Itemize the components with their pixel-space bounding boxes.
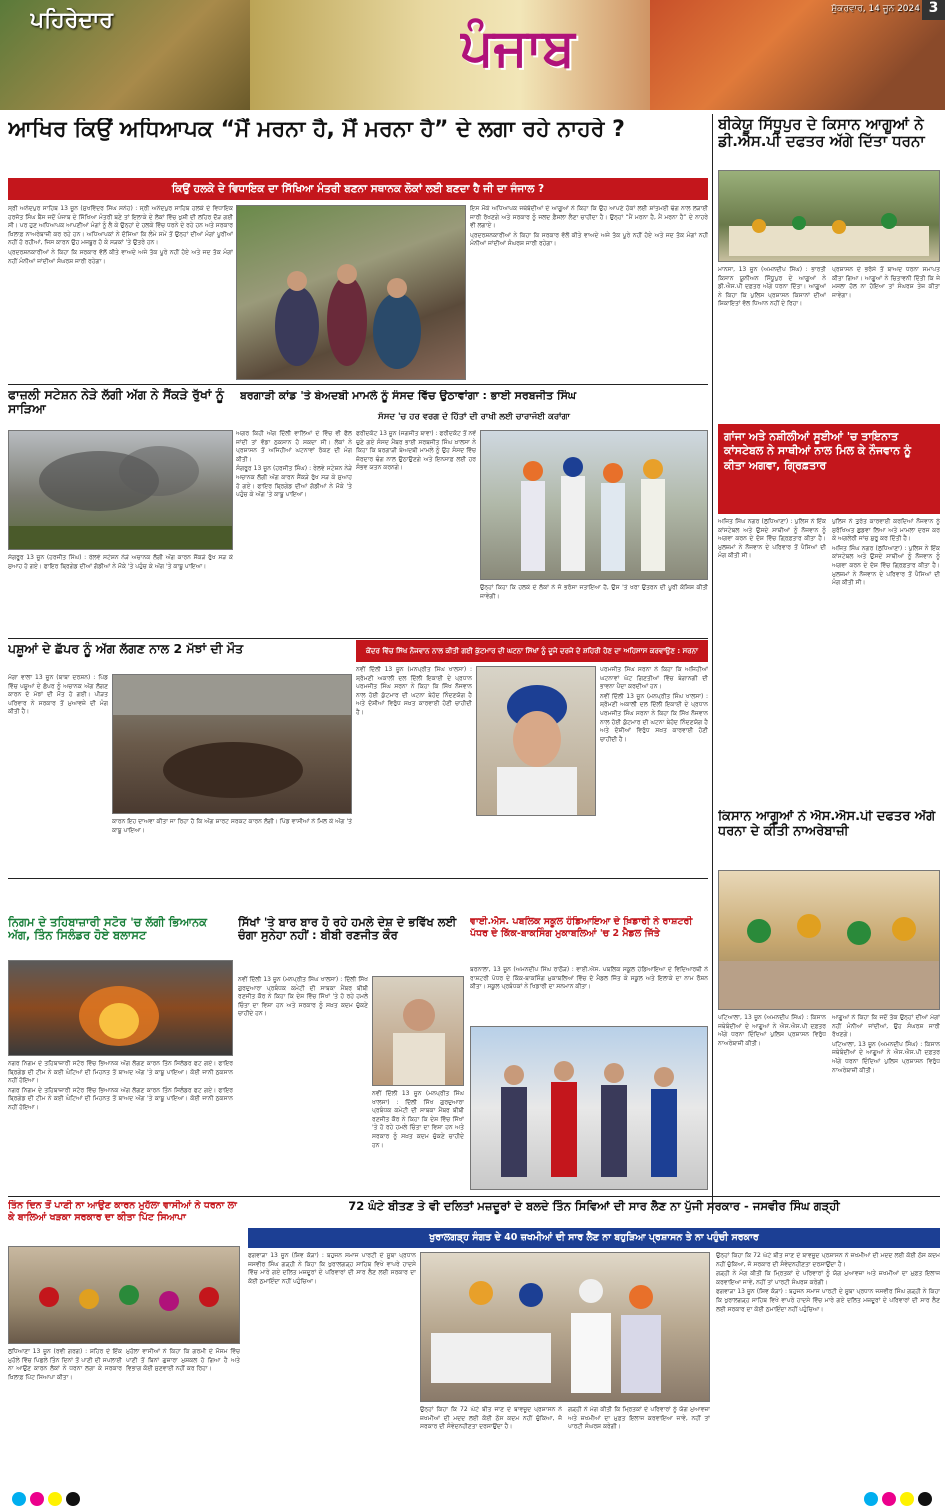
farmers-top-headline: ਬੀਕੇਯੂ ਸਿੱਧੂਪੁਰ ਦੇ ਕਿਸਾਨ ਆਗੂਆਂ ਨੇ ਡੀ.ਐਸ.ਪੀ ਦਫਤਰ ਅੱਗੇ ਦਿੱਤਾ ਧਰਨਾ [718, 116, 925, 150]
water-body-2: ਮੁਹੱਲਾ ਵਾਸੀਆਂ ਨੇ ਕਿਹਾ ਕਿ ਗਰਮੀ ਦੇ ਮੌਸਮ ਵਿੱਚ ਪਾਣੀ ਤੋਂ ਬਿਨਾਂ ਗੁਜ਼ਾਰਾ ਮੁਸ਼ਕਲ ਹੋ ਗਿਆ ਹੈ ਅਤੇ ਵਿਭਾਗ ਕੋਈ ਸੁਣਵਾਈ ਨਹੀਂ ਕਰ ਰਿਹਾ। [126, 1348, 240, 1373]
farmers-top-body-2: ਪ੍ਰਸ਼ਾਸਨ ਦੇ ਭਰੋਸੇ ਤੋਂ ਬਾਅਦ ਧਰਨਾ ਸਮਾਪਤ ਕੀਤਾ ਗਿਆ। ਆਗੂਆਂ ਨੇ ਚਿਤਾਵਨੀ ਦਿੱਤੀ ਕਿ ਜੇ ਮਸਲਾ ਹੱਲ ਨਾ ਹੋਇਆ ਤਾਂ ਸੰਘਰਸ਼ ਤੇਜ਼ ਕੀਤਾ ਜਾਵੇਗਾ। [832, 266, 940, 299]
water-photo [8, 1246, 240, 1344]
cattle-photo [112, 674, 352, 814]
dalit-headline: 72 ਘੰਟੇ ਬੀਤਣ ਤੇ ਵੀ ਦਲਿਤਾਂ ਮਜ਼ਦੂਰਾਂ ਦੇ ਬਲਦੇ ਤਿੰਨ ਸਿਵਿਆਂ ਦੀ ਸਾਰ ਲੈਣ ਨਾ ਪੁੱਜੀ ਸਰਕਾਰ - ਜਸਵੀਰ ਸਿੰਘ ਗੜ੍ਹੀ [348, 1200, 840, 1213]
ganja-headline: ਗਾਂਜਾ ਅਤੇ ਨਸ਼ੀਲੀਆਂ ਸੂਈਆਂ 'ਚ ਤਾਇਨਾਤ ਕਾਂਸਟੇਬਲ ਨੇ ਸਾਥੀਆਂ ਨਾਲ ਮਿਲ ਕੇ ਨੌਜਵਾਨ ਨੂੰ ਕੀਤਾ ਅਗਵਾ, ਗ੍ਰਿਫ਼ਤਾਰ [718, 424, 940, 514]
registration-mark-magenta-right [882, 1492, 896, 1506]
nigam-photo [8, 960, 233, 1056]
registration-mark-magenta [30, 1492, 44, 1506]
ssp-body: ਪਟਿਆਲਾ, 13 ਜੂਨ (ਅਮਨਦੀਪ ਸਿੰਘ) : ਕਿਸਾਨ ਜਥੇਬੰਦੀਆਂ ਦੇ ਆਗੂਆਂ ਨੇ ਐਸ.ਐਸ.ਪੀ ਦਫ਼ਤਰ ਅੱਗੇ ਧਰਨਾ ਦਿੰਦਿਆਂ ਪੁਲਿਸ ਪ੍ਰਸ਼ਾਸਨ ਵਿਰੁੱਧ ਨਾਅਰੇਬਾਜ਼ੀ ਕੀਤੀ। [718, 1014, 826, 1047]
kokker-photo [476, 666, 596, 816]
school-photo [470, 1026, 708, 1190]
fazilka-photo [8, 430, 233, 550]
section-title: ਪਹਿਰੇਦਾਰ [30, 8, 113, 33]
bargari-subhead: ਸੰਸਦ 'ਚ ਹਰ ਵਰਗ ਦੇ ਹਿੱਤਾਂ ਦੀ ਰਾਖੀ ਲਈ ਚਾਰਾਜੋਈ ਕਰਾਂਗਾ [378, 412, 570, 422]
sikh-body-2: ਨਵੀਂ ਦਿੱਲੀ 13 ਜੂਨ (ਮਨਪ੍ਰੀਤ ਸਿੰਘ ਖਾਲਸਾ) : ਦਿੱਲੀ ਸਿੱਖ ਗੁਰਦੁਆਰਾ ਪ੍ਰਬੰਧਕ ਕਮੇਟੀ ਦੀ ਸਾਬਕਾ ਮੈਂਬਰ ਬੀਬੀ ਰਣਜੀਤ ਕੌਰ ਨੇ ਕਿਹਾ ਕਿ ਦੇਸ਼ ਵਿੱਚ ਸਿੱਖਾਂ 'ਤੇ ਹੋ ਰਹੇ ਹਮਲੇ ਚਿੰਤਾ ਦਾ ਵਿਸ਼ਾ ਹਨ ਅਤੇ ਸਰਕਾਰ ਨੂੰ ਸਖ਼ਤ ਕਦਮ ਚੁੱਕਣੇ ਚਾਹੀਦੇ ਹਨ। [372, 1090, 464, 1149]
registration-mark-black-right [918, 1492, 932, 1506]
kokker-body-2: ਪਰਮਜੀਤ ਸਿੰਘ ਸਰਨਾ ਨੇ ਕਿਹਾ ਕਿ ਅਜਿਹੀਆਂ ਘਟਨਾਵਾਂ ਘੱਟ ਗਿਣਤੀਆਂ ਵਿੱਚ ਬੇਗਾਨਗੀ ਦੀ ਭਾਵਨਾ ਪੈਦਾ ਕਰਦੀਆਂ ਹਨ। ਨਵੀਂ ਦਿੱਲੀ 13 ਜੂਨ (ਮਨਪ੍ਰੀਤ ਸਿੰਘ ਖਾਲਸਾ) : ਸ਼੍ਰੋਮਣੀ ਅਕਾਲੀ ਦਲ ਦਿੱਲੀ ਇਕਾਈ ਦੇ ਪ੍ਰਧਾਨ ਪਰਮਜੀਤ ਸਿੰਘ ਸਰਨਾ ਨੇ ਕਿਹਾ ਕਿ ਸਿੱਖ ਨੌਜਵਾਨ ਨਾਲ ਹੋਈ ਕੁੱਟਮਾਰ ਦੀ ਘਟਨਾ ਬੇਹੱਦ ਨਿੰਦਣਯੋਗ ਹੈ ਅਤੇ ਦੋਸ਼ੀਆਂ ਵਿਰੁੱਧ ਸਖ਼ਤ ਕਾਰਵਾਈ ਹੋਣੀ ਚਾਹੀਦੀ ਹੈ। [600, 666, 708, 743]
sikh-photo [372, 976, 464, 1086]
nigam-headline: ਨਿਗਮ ਦੇ ਤਹਿਬਾਜ਼ਾਰੀ ਸਟੋਰ 'ਚ ਲੱਗੀ ਭਿਆਨਕ ਅੱਗ, ਤਿੰਨ ਸਿਲੰਡਰ ਹੋਏ ਬਲਾਸਟ [8, 916, 208, 942]
kokker-headline: ਕੇਂਦਰ ਵਿੱਚ ਸਿੱਖ ਨੌਜਵਾਨ ਨਾਲ ਕੀਤੀ ਗਈ ਕੁੱਟਮਾਰ ਦੀ ਘਟਨਾ ਸਿੱਖਾਂ ਨੂੰ ਦੂਜੇ ਦਰਜੇ ਦੇ ਸ਼ਹਿਰੀ ਹੋਣ ਦਾ ਅਹਿਸਾਸ ਕਰਵਾਉਣ : ਸਰਨਾ [356, 640, 708, 662]
registration-mark-cyan [12, 1492, 26, 1506]
water-body: ਲੁਧਿਆਣਾ 13 ਜੂਨ (ਰਵੀ ਗਰਗ) : ਸ਼ਹਿਰ ਦੇ ਇੱਕ ਮੁਹੱਲੇ ਵਿੱਚ ਪਿਛਲੇ ਤਿੰਨ ਦਿਨਾਂ ਤੋਂ ਪਾਣੀ ਦੀ ਸਪਲਾਈ ਨਾ ਆਉਣ ਕਾਰਨ ਲੋਕਾਂ ਨੇ ਧਰਨਾ ਲਗਾ ਕੇ ਸਰਕਾਰ ਖ਼ਿਲਾਫ਼ ਪਿੱਟ ਸਿਆਪਾ ਕੀਤਾ। [8, 1348, 122, 1381]
ssp-headline: ਕਿਸਾਨ ਆਗੂਆਂ ਨੇ ਐਸ.ਐਸ.ਪੀ ਦਫਤਰ ਅੱਗੇ ਧਰਨਾ ਦੇ ਕੀਤੀ ਨਾਅਰੇਬਾਜ਼ੀ [718, 810, 936, 839]
page-title: ਪੰਜਾਬ [460, 18, 575, 78]
bargari-photo [480, 430, 708, 580]
ssp-body-2: ਆਗੂਆਂ ਨੇ ਕਿਹਾ ਕਿ ਜਦੋਂ ਤੱਕ ਉਨ੍ਹਾਂ ਦੀਆਂ ਮੰਗਾਂ ਨਹੀਂ ਮੰਨੀਆਂ ਜਾਂਦੀਆਂ, ਉਹ ਸੰਘਰਸ਼ ਜਾਰੀ ਰੱਖਣਗੇ। ਪਟਿਆਲਾ, 13 ਜੂਨ (ਅਮਨਦੀਪ ਸਿੰਘ) : ਕਿਸਾਨ ਜਥੇਬੰਦੀਆਂ ਦੇ ਆਗੂਆਂ ਨੇ ਐਸ.ਐਸ.ਪੀ ਦਫ਼ਤਰ ਅੱਗੇ ਧਰਨਾ ਦਿੰਦਿਆਂ ਪੁਲਿਸ ਪ੍ਰਸ਼ਾਸਨ ਵਿਰੁੱਧ ਨਾਅਰੇਬਾਜ਼ੀ ਕੀਤੀ। [832, 1014, 940, 1074]
sikh-headline: ਸਿੱਖਾਂ 'ਤੇ ਬਾਰ ਬਾਰ ਹੋ ਰਹੇ ਹਮਲੇ ਦੇਸ਼ ਦੇ ਭਵਿੱਖ ਲਈ ਚੰਗਾ ਸੁਨੇਹਾ ਨਹੀਂ : ਬੀਬੀ ਰਣਜੀਤ ਕੌਰ [238, 916, 457, 942]
nigam-body: ਨਗਰ ਨਿਗਮ ਦੇ ਤਹਿਬਾਜ਼ਾਰੀ ਸਟੋਰ ਵਿੱਚ ਭਿਆਨਕ ਅੱਗ ਲੱਗਣ ਕਾਰਨ ਤਿੰਨ ਸਿਲੰਡਰ ਫਟ ਗਏ। ਫਾਇਰ ਬ੍ਰਿਗੇਡ ਦੀ ਟੀਮ ਨੇ ਕਈ ਘੰਟਿਆਂ ਦੀ ਮਿਹਨਤ ਤੋਂ ਬਾਅਦ ਅੱਗ 'ਤੇ ਕਾਬੂ ਪਾਇਆ। ਕੋਈ ਜਾਨੀ ਨੁਕਸਾਨ ਨਹੀਂ ਹੋਇਆ। ਨਗਰ ਨਿਗਮ ਦੇ ਤਹਿਬਾਜ਼ਾਰੀ ਸਟੋਰ ਵਿੱਚ ਭਿਆਨਕ ਅੱਗ ਲੱਗਣ ਕਾਰਨ ਤਿੰਨ ਸਿਲੰਡਰ ਫਟ ਗਏ। ਫਾਇਰ ਬ੍ਰਿਗੇਡ ਦੀ ਟੀਮ ਨੇ ਕਈ ਘੰਟਿਆਂ ਦੀ ਮਿਹਨਤ ਤੋਂ ਬਾਅਦ ਅੱਗ 'ਤੇ ਕਾਬੂ ਪਾਇਆ। ਕੋਈ ਜਾਨੀ ਨੁਕਸਾਨ ਨਹੀਂ ਹੋਇਆ। [8, 1060, 233, 1111]
registration-mark-yellow [48, 1492, 62, 1506]
registration-mark-black [66, 1492, 80, 1506]
registration-mark-yellow-right [900, 1492, 914, 1506]
mp-walking-image [481, 431, 708, 580]
dalit-body-2: ਉਨ੍ਹਾਂ ਕਿਹਾ ਕਿ 72 ਘੰਟੇ ਬੀਤ ਜਾਣ ਦੇ ਬਾਵਜੂਦ ਪ੍ਰਸ਼ਾਸਨ ਨੇ ਜ਼ਖਮੀਆਂ ਦੀ ਮਦਦ ਲਈ ਕੋਈ ਠੋਸ ਕਦਮ ਨਹੀਂ ਚੁੱਕਿਆ, ਜੋ ਸਰਕਾਰ ਦੀ ਸੰਵੇਦਨਹੀਣਤਾ ਦਰਸਾਉਂਦਾ ਹੈ। [420, 1406, 562, 1431]
date-line: ਸ਼ੁੱਕਰਵਾਰ, 14 ਜੂਨ 2024 [831, 4, 920, 14]
dalit-body: ਫਗਵਾੜਾ 13 ਜੂਨ (ਸ਼ਿਵ ਕੋੜਾ) : ਬਹੁਜਨ ਸਮਾਜ ਪਾਰਟੀ ਦੇ ਸੂਬਾ ਪ੍ਰਧਾਨ ਜਸਵੀਰ ਸਿੰਘ ਗੜ੍ਹੀ ਨੇ ਕਿਹਾ ਕਿ ਖੁਰਾਲਗੜ੍ਹ ਸਾਹਿਬ ਵਿਖੇ ਵਾਪਰੇ ਹਾਦਸੇ ਵਿੱਚ ਮਾਰੇ ਗਏ ਦਲਿਤ ਮਜ਼ਦੂਰਾਂ ਦੇ ਪਰਿਵਾਰਾਂ ਦੀ ਸਾਰ ਲੈਣ ਲਈ ਸਰਕਾਰ ਦਾ ਕੋਈ ਨੁਮਾਇੰਦਾ ਨਹੀਂ ਪਹੁੰਚਿਆ। [248, 1252, 416, 1285]
sikh-body: ਨਵੀਂ ਦਿੱਲੀ 13 ਜੂਨ (ਮਨਪ੍ਰੀਤ ਸਿੰਘ ਖਾਲਸਾ) : ਦਿੱਲੀ ਸਿੱਖ ਗੁਰਦੁਆਰਾ ਪ੍ਰਬੰਧਕ ਕਮੇਟੀ ਦੀ ਸਾਬਕਾ ਮੈਂਬਰ ਬੀਬੀ ਰਣਜੀਤ ਕੌਰ ਨੇ ਕਿਹਾ ਕਿ ਦੇਸ਼ ਵਿੱਚ ਸਿੱਖਾਂ 'ਤੇ ਹੋ ਰਹੇ ਹਮਲੇ ਚਿੰਤਾ ਦਾ ਵਿਸ਼ਾ ਹਨ ਅਤੇ ਸਰਕਾਰ ਨੂੰ ਸਖ਼ਤ ਕਦਮ ਚੁੱਕਣੇ ਚਾਹੀਦੇ ਹਨ। [238, 976, 368, 1018]
medal-winner-image [471, 1027, 708, 1190]
farmers-sitting-image [719, 171, 940, 262]
dalit-body-3: ਗੜ੍ਹੀ ਨੇ ਮੰਗ ਕੀਤੀ ਕਿ ਮ੍ਰਿਤਕਾਂ ਦੇ ਪਰਿਵਾਰਾਂ ਨੂੰ ਯੋਗ ਮੁਆਵਜ਼ਾ ਅਤੇ ਜ਼ਖਮੀਆਂ ਦਾ ਮੁਫ਼ਤ ਇਲਾਜ ਕਰਵਾਇਆ ਜਾਵੇ, ਨਹੀਂ ਤਾਂ ਪਾਰਟੀ ਸੰਘਰਸ਼ ਕਰੇਗੀ। [568, 1406, 710, 1431]
fazilka-body: ਸੰਗਰੂਰ 13 ਜੂਨ (ਹਰਜੀਤ ਸਿੰਘ) : ਰੇਲਵੇ ਸਟੇਸ਼ਨ ਨੇੜੇ ਅਚਾਨਕ ਲੱਗੀ ਅੱਗ ਕਾਰਨ ਸੈਂਕੜੇ ਰੁੱਖ ਸੜ ਕੇ ਸੁਆਹ ਹੋ ਗਏ। ਫਾਇਰ ਬ੍ਰਿਗੇਡ ਦੀਆਂ ਗੱਡੀਆਂ ਨੇ ਮੌਕੇ 'ਤੇ ਪਹੁੰਚ ਕੇ ਅੱਗ 'ਤੇ ਕਾਬੂ ਪਾਇਆ। [8, 554, 233, 570]
protest-crowd-image [237, 206, 466, 380]
masthead [0, 0, 945, 110]
ranjit-kaur-image [373, 977, 464, 1086]
dalit-photo [420, 1252, 710, 1402]
lead-body-right: ਇਸ ਮੌਕੇ ਅਧਿਆਪਕ ਜਥੇਬੰਦੀਆਂ ਦੇ ਆਗੂਆਂ ਨੇ ਕਿਹਾ ਕਿ ਉਹ ਆਪਣੇ ਹੱਕਾਂ ਲਈ ਸ਼ਾਂਤਮਈ ਢੰਗ ਨਾਲ ਲੜਾਈ ਜਾਰੀ ਰੱਖਣਗੇ ਅਤੇ ਸਰਕਾਰ ਨੂੰ ਜਲਦ ਫ਼ੈਸਲਾ ਲੈਣਾ ਚਾਹੀਦਾ ਹੈ। ਉਨ੍ਹਾਂ “ਮੈਂ ਮਰਨਾ ਹੈ, ਮੈਂ ਮਰਨਾ ਹੈ” ਦੇ ਨਾਹਰੇ ਵੀ ਲਗਾਏ। ਪ੍ਰਦਰਸ਼ਨਕਾਰੀਆਂ ਨੇ ਕਿਹਾ ਕਿ ਸਰਕਾਰ ਵੱਲੋਂ ਕੀਤੇ ਵਾਅਦੇ ਅਜੇ ਤੱਕ ਪੂਰੇ ਨਹੀਂ ਹੋਏ ਅਤੇ ਜਦ ਤੱਕ ਮੰਗਾਂ ਨਹੀਂ ਮੰਨੀਆਂ ਜਾਂਦੀਆਂ ਸੰਘਰਸ਼ ਜਾਰੀ ਰਹੇਗਾ। [470, 205, 708, 248]
ssp-photo [718, 870, 940, 1010]
hospital-visit-image [421, 1253, 710, 1402]
ganja-body: ਅਜਿਤ ਸਿੰਘ ਨਗਰ (ਲੁਧਿਆਣਾ) : ਪੁਲਿਸ ਨੇ ਇੱਕ ਕਾਂਸਟੇਬਲ ਅਤੇ ਉਸਦੇ ਸਾਥੀਆਂ ਨੂੰ ਨੌਜਵਾਨ ਨੂੰ ਅਗਵਾ ਕਰਨ ਦੇ ਦੋਸ਼ ਵਿੱਚ ਗ੍ਰਿਫ਼ਤਾਰ ਕੀਤਾ ਹੈ। ਮੁਲਜ਼ਮਾਂ ਨੇ ਨੌਜਵਾਨ ਦੇ ਪਰਿਵਾਰ ਤੋਂ ਪੈਸਿਆਂ ਦੀ ਮੰਗ ਕੀਤੀ ਸੀ। [718, 518, 826, 560]
cattle-body: ਮੋਗਾ ਵਾਲਾ 13 ਜੂਨ (ਬਾਬਾ ਦਰਸ਼ਨ) : ਪਿੰਡ ਵਿੱਚ ਪਸ਼ੂਆਂ ਦੇ ਛੱਪਰ ਨੂੰ ਅਚਾਨਕ ਅੱਗ ਲੱਗਣ ਕਾਰਨ ਦੋ ਮੱਝਾਂ ਦੀ ਮੌਤ ਹੋ ਗਈ। ਪੀੜਤ ਪਰਿਵਾਰ ਨੇ ਸਰਕਾਰ ਤੋਂ ਮੁਆਵਜ਼ੇ ਦੀ ਮੰਗ ਕੀਤੀ ਹੈ। [8, 674, 108, 716]
kokker-body: ਨਵੀਂ ਦਿੱਲੀ 13 ਜੂਨ (ਮਨਪ੍ਰੀਤ ਸਿੰਘ ਖਾਲਸਾ) : ਸ਼੍ਰੋਮਣੀ ਅਕਾਲੀ ਦਲ ਦਿੱਲੀ ਇਕਾਈ ਦੇ ਪ੍ਰਧਾਨ ਪਰਮਜੀਤ ਸਿੰਘ ਸਰਨਾ ਨੇ ਕਿਹਾ ਕਿ ਸਿੱਖ ਨੌਜਵਾਨ ਨਾਲ ਹੋਈ ਕੁੱਟਮਾਰ ਦੀ ਘਟਨਾ ਬੇਹੱਦ ਨਿੰਦਣਯੋਗ ਹੈ ਅਤੇ ਦੋਸ਼ੀਆਂ ਵਿਰੁੱਧ ਸਖ਼ਤ ਕਾਰਵਾਈ ਹੋਣੀ ਚਾਹੀਦੀ ਹੈ। [356, 666, 472, 716]
lead-headline: ਆਖਿਰ ਕਿਉਂ ਅਧਿਆਪਕ “ਮੈਂ ਮਰਨਾ ਹੈ, ਮੈਂ ਮਰਨਾ ਹੈ” ਦੇ ਲਗਾ ਰਹੇ ਨਾਹਰੇ ? [8, 118, 625, 142]
store-fire-image [9, 961, 233, 1056]
smoke-fire-image [9, 431, 233, 550]
school-body: ਬਰਨਾਲਾ, 13 ਜੂਨ (ਅਮਨਦੀਪ ਸਿੰਘ ਰਾਠੌੜ) : ਵਾਈ.ਐਸ. ਪਬਲਿਕ ਸਕੂਲ ਹੰਡਿਆਇਆ ਦੇ ਵਿਦਿਆਰਥੀ ਨੇ ਰਾਸ਼ਟਰੀ ਪੱਧਰ ਦੇ ਕਿੱਕ-ਬਾਕਸਿੰਗ ਮੁਕਾਬਲਿਆਂ ਵਿੱਚ ਦੋ ਮੈਡਲ ਜਿੱਤ ਕੇ ਸਕੂਲ ਅਤੇ ਇਲਾਕੇ ਦਾ ਨਾਮ ਰੌਸ਼ਨ ਕੀਤਾ। ਸਕੂਲ ਪ੍ਰਬੰਧਕਾਂ ਨੇ ਖਿਡਾਰੀ ਦਾ ਸਨਮਾਨ ਕੀਤਾ। [470, 966, 708, 991]
bargari-body: ਫਰੀਦਕੋਟ 13 ਜੂਨ (ਜਗਜੀਤ ਬਾਵਾ) : ਫਰੀਦਕੋਟ ਤੋਂ ਨਵੇਂ ਚੁਣੇ ਗਏ ਸੰਸਦ ਮੈਂਬਰ ਭਾਈ ਸਰਬਜੀਤ ਸਿੰਘ ਖ਼ਾਲਸਾ ਨੇ ਕਿਹਾ ਕਿ ਬਰਗਾੜੀ ਬੇਅਦਬੀ ਮਾਮਲੇ ਨੂੰ ਉਹ ਸੰਸਦ ਵਿੱਚ ਜ਼ੋਰਦਾਰ ਢੰਗ ਨਾਲ ਉਠਾਉਣਗੇ ਅਤੇ ਇਨਸਾਫ਼ ਲਈ ਹਰ ਸੰਭਵ ਯਤਨ ਕਰਨਗੇ। [356, 430, 476, 472]
school-headline: ਵਾਈ.ਐਸ. ਪਬਲਿਕ ਸਕੂਲ ਹੰਡਿਆਇਆ ਦੇ ਖ਼ਿਡਾਰੀ ਨੇ ਰਾਸ਼ਟਰੀ ਪੱਧਰ ਦੇ ਕਿੱਕ-ਬਾਕਸਿੰਗ ਮੁਕਾਬਲਿਆਂ 'ਚ 2 ਮੈਡਲ ਜਿੱਤੇ [470, 916, 693, 939]
cattle-body-2: ਕਾਰਨ ਇਹ ਦਾਅਵਾ ਕੀਤਾ ਜਾ ਰਿਹਾ ਹੈ ਕਿ ਅੱਗ ਸ਼ਾਰਟ ਸਰਕਟ ਕਾਰਨ ਲੱਗੀ। ਪਿੰਡ ਵਾਸੀਆਂ ਨੇ ਮਿਲ ਕੇ ਅੱਗ 'ਤੇ ਕਾਬੂ ਪਾਇਆ। [112, 818, 352, 834]
fazilka-headline: ਫਾਜ਼ਲੀ ਸਟੇਸ਼ਨ ਨੇੜੇ ਲੱਗੀ ਅੱਗ ਨੇ ਸੈਂਕੜੇ ਰੁੱਖਾਂ ਨੂੰ ਸਾੜਿਆ [8, 388, 224, 416]
dalit-subhead: ਖੁਰਾਲਗੜ੍ਹ ਸੰਗਤ ਦੇ 40 ਜ਼ਖਮੀਆਂ ਦੀ ਸਾਰ ਲੈਣ ਨਾ ਬਹੁੜਿਆ ਪ੍ਰਸ਼ਾਸਨ ਤੇ ਨਾ ਪਹੁੰਚੀ ਸਰਕਾਰ [248, 1228, 940, 1248]
ssp-protest-image [719, 871, 940, 1010]
farmers-top-body: ਮਾਨਸਾ, 13 ਜੂਨ (ਅਮਨਦੀਪ ਸਿੰਘ) : ਭਾਰਤੀ ਕਿਸਾਨ ਯੂਨੀਅਨ ਸਿੱਧੂਪੁਰ ਦੇ ਆਗੂਆਂ ਨੇ ਡੀ.ਐਸ.ਪੀ ਦਫ਼ਤਰ ਅੱਗੇ ਧਰਨਾ ਦਿੱਤਾ। ਆਗੂਆਂ ਨੇ ਕਿਹਾ ਕਿ ਪੁਲਿਸ ਪ੍ਰਸ਼ਾਸਨ ਕਿਸਾਨਾਂ ਦੀਆਂ ਸ਼ਿਕਾਇਤਾਂ ਵੱਲ ਧਿਆਨ ਨਹੀਂ ਦੇ ਰਿਹਾ। [718, 266, 826, 308]
registration-mark-cyan-right [864, 1492, 878, 1506]
lead-body-left: ਸ੍ਰੀ ਅਨੰਦਪੁਰ ਸਾਹਿਬ 13 ਜੂਨ (ਸੁਖਵਿੰਦਰ ਸਿੰਘ ਸਨੇਹ) : ਸ੍ਰੀ ਅਨੰਦਪੁਰ ਸਾਹਿਬ ਹਲਕੇ ਦੇ ਵਿਧਾਇਕ ਹਰਜੋਤ ਸਿੰਘ ਬੈਂਸ ਜਦੋਂ ਪੰਜਾਬ ਦੇ ਸਿੱਖਿਆ ਮੰਤਰੀ ਬਣੇ ਤਾਂ ਇਲਾਕੇ ਦੇ ਲੋਕਾਂ ਵਿੱਚ ਖੁਸ਼ੀ ਦੀ ਲਹਿਰ ਦੌੜ ਗਈ ਸੀ। ਪਰ ਹੁਣ ਅਧਿਆਪਕ ਆਪਣੀਆਂ ਮੰਗਾਂ ਨੂੰ ਲੈ ਕੇ ਉਨ੍ਹਾਂ ਦੇ ਹਲਕੇ ਵਿੱਚ ਧਰਨੇ ਦੇ ਰਹੇ ਹਨ ਅਤੇ ਸਰਕਾਰ ਖ਼ਿਲਾਫ਼ ਨਾਅਰੇਬਾਜ਼ੀ ਕਰ ਰਹੇ ਹਨ। ਅਧਿਆਪਕਾਂ ਨੇ ਦੱਸਿਆ ਕਿ ਲੰਮੇ ਸਮੇਂ ਤੋਂ ਉਨ੍ਹਾਂ ਦੀਆਂ ਮੰਗਾਂ ਪੂਰੀਆਂ ਨਹੀਂ ਹੋ ਰਹੀਆਂ, ਜਿਸ ਕਾਰਨ ਉਹ ਮਜਬੂਰ ਹੋ ਕੇ ਸੜਕਾਂ 'ਤੇ ਉਤਰੇ ਹਨ। ਪ੍ਰਦਰਸ਼ਨਕਾਰੀਆਂ ਨੇ ਕਿਹਾ ਕਿ ਸਰਕਾਰ ਵੱਲੋਂ ਕੀਤੇ ਵਾਅਦੇ ਅਜੇ ਤੱਕ ਪੂਰੇ ਨਹੀਂ ਹੋਏ ਅਤੇ ਜਦ ਤੱਕ ਮੰਗਾਂ ਨਹੀਂ ਮੰਨੀਆਂ ਜਾਂਦੀਆਂ ਸੰਘਰਸ਼ ਜਾਰੀ ਰਹੇਗਾ। [8, 205, 233, 265]
fazilka-body-2: ਅਗਰ ਕਿਹੀ ਅੱਗ ਦਿੱਲੀ ਵਾਲਿਆਂ ਦੇ ਵਿੱਚ ਵੀ ਫੈਲ ਜਾਂਦੀ ਤਾਂ ਵੱਡਾ ਨੁਕਸਾਨ ਹੋ ਸਕਦਾ ਸੀ। ਲੋਕਾਂ ਨੇ ਪ੍ਰਸ਼ਾਸਨ ਤੋਂ ਅਜਿਹੀਆਂ ਘਟਨਾਵਾਂ ਰੋਕਣ ਦੀ ਮੰਗ ਕੀਤੀ। ਸੰਗਰੂਰ 13 ਜੂਨ (ਹਰਜੀਤ ਸਿੰਘ) : ਰੇਲਵੇ ਸਟੇਸ਼ਨ ਨੇੜੇ ਅਚਾਨਕ ਲੱਗੀ ਅੱਗ ਕਾਰਨ ਸੈਂਕੜੇ ਰੁੱਖ ਸੜ ਕੇ ਸੁਆਹ ਹੋ ਗਏ। ਫਾਇਰ ਬ੍ਰਿਗੇਡ ਦੀਆਂ ਗੱਡੀਆਂ ਨੇ ਮੌਕੇ 'ਤੇ ਪਹੁੰਚ ਕੇ ਅੱਗ 'ਤੇ ਕਾਬੂ ਪਾਇਆ। [236, 430, 352, 499]
burnt-shed-image [113, 675, 352, 814]
lead-subhead: ਕਿਉਂ ਹਲਕੇ ਦੇ ਵਿਧਾਇਕ ਦਾ ਸਿੱਖਿਆ ਮੰਤਰੀ ਬਣਨਾ ਸਥਾਨਕ ਲੋਕਾਂ ਲਈ ਬਣਦਾ ਹੈ ਜੀ ਦਾ ਜੰਜਾਲ ? [8, 178, 708, 200]
water-headline: ਤਿੰਨ ਦਿਨ ਤੋਂ ਪਾਣੀ ਨਾ ਆਉਣ ਕਾਰਨ ਮੁਹੱਲਾ ਵਾਸੀਆਂ ਨੇ ਧਰਨਾ ਲਾ ਕੇ ਬਾਲਿਆਂ ਖੜਕਾ ਸਰਕਾਰ ਦਾ ਕੀਤਾ ਪਿੱਟ ਸਿਆਪਾ [8, 1200, 237, 1224]
farmers-top-photo [718, 170, 940, 262]
dalit-body-4: ਉਨ੍ਹਾਂ ਕਿਹਾ ਕਿ 72 ਘੰਟੇ ਬੀਤ ਜਾਣ ਦੇ ਬਾਵਜੂਦ ਪ੍ਰਸ਼ਾਸਨ ਨੇ ਜ਼ਖਮੀਆਂ ਦੀ ਮਦਦ ਲਈ ਕੋਈ ਠੋਸ ਕਦਮ ਨਹੀਂ ਚੁੱਕਿਆ, ਜੋ ਸਰਕਾਰ ਦੀ ਸੰਵੇਦਨਹੀਣਤਾ ਦਰਸਾਉਂਦਾ ਹੈ। ਗੜ੍ਹੀ ਨੇ ਮੰਗ ਕੀਤੀ ਕਿ ਮ੍ਰਿਤਕਾਂ ਦੇ ਪਰਿਵਾਰਾਂ ਨੂੰ ਯੋਗ ਮੁਆਵਜ਼ਾ ਅਤੇ ਜ਼ਖਮੀਆਂ ਦਾ ਮੁਫ਼ਤ ਇਲਾਜ ਕਰਵਾਇਆ ਜਾਵੇ, ਨਹੀਂ ਤਾਂ ਪਾਰਟੀ ਸੰਘਰਸ਼ ਕਰੇਗੀ। ਫਗਵਾੜਾ 13 ਜੂਨ (ਸ਼ਿਵ ਕੋੜਾ) : ਬਹੁਜਨ ਸਮਾਜ ਪਾਰਟੀ ਦੇ ਸੂਬਾ ਪ੍ਰਧਾਨ ਜਸਵੀਰ ਸਿੰਘ ਗੜ੍ਹੀ ਨੇ ਕਿਹਾ ਕਿ ਖੁਰਾਲਗੜ੍ਹ ਸਾਹਿਬ ਵਿਖੇ ਵਾਪਰੇ ਹਾਦਸੇ ਵਿੱਚ ਮਾਰੇ ਗਏ ਦਲਿਤ ਮਜ਼ਦੂਰਾਂ ਦੇ ਪਰਿਵਾਰਾਂ ਦੀ ਸਾਰ ਲੈਣ ਲਈ ਸਰਕਾਰ ਦਾ ਕੋਈ ਨੁਮਾਇੰਦਾ ਨਹੀਂ ਪਹੁੰਚਿਆ। [716, 1252, 940, 1313]
women-protest-image [9, 1247, 240, 1344]
page-number: 3 [922, 0, 945, 20]
bargari-headline: ਬਰਗਾੜੀ ਕਾਂਡ 'ਤੇ ਬੇਅਦਬੀ ਮਾਮਲੇ ਨੂੰ ਸੰਸਦ ਵਿੱਚ ਉਠਾਵਾਂਗਾ : ਭਾਈ ਸਰਬਜੀਤ ਸਿੰਘ [240, 390, 577, 402]
ganja-body-2: ਪੁਲਿਸ ਨੇ ਤੁਰੰਤ ਕਾਰਵਾਈ ਕਰਦਿਆਂ ਨੌਜਵਾਨ ਨੂੰ ਸੁਰੱਖਿਅਤ ਛੁਡਵਾ ਲਿਆ ਅਤੇ ਮਾਮਲਾ ਦਰਜ ਕਰ ਕੇ ਅਗਲੇਰੀ ਜਾਂਚ ਸ਼ੁਰੂ ਕਰ ਦਿੱਤੀ ਹੈ। ਅਜਿਤ ਸਿੰਘ ਨਗਰ (ਲੁਧਿਆਣਾ) : ਪੁਲਿਸ ਨੇ ਇੱਕ ਕਾਂਸਟੇਬਲ ਅਤੇ ਉਸਦੇ ਸਾਥੀਆਂ ਨੂੰ ਨੌਜਵਾਨ ਨੂੰ ਅਗਵਾ ਕਰਨ ਦੇ ਦੋਸ਼ ਵਿੱਚ ਗ੍ਰਿਫ਼ਤਾਰ ਕੀਤਾ ਹੈ। ਮੁਲਜ਼ਮਾਂ ਨੇ ਨੌਜਵਾਨ ਦੇ ਪਰਿਵਾਰ ਤੋਂ ਪੈਸਿਆਂ ਦੀ ਮੰਗ ਕੀਤੀ ਸੀ। [832, 518, 940, 587]
bargari-body-2: ਉਨ੍ਹਾਂ ਕਿਹਾ ਕਿ ਹਲਕੇ ਦੇ ਲੋਕਾਂ ਨੇ ਜੋ ਭਰੋਸਾ ਜਤਾਇਆ ਹੈ, ਉਸ 'ਤੇ ਖਰਾ ਉਤਰਨ ਦੀ ਪੂਰੀ ਕੋਸ਼ਿਸ਼ ਕੀਤੀ ਜਾਵੇਗੀ। [480, 584, 708, 600]
sarna-portrait-image [477, 667, 596, 816]
lead-photo [236, 205, 466, 380]
cattle-headline: ਪਸ਼ੂਆਂ ਦੇ ਛੱਪਰ ਨੂੰ ਅੱਗ ਲੱਗਣ ਨਾਲ 2 ਮੱਝਾਂ ਦੀ ਮੌਤ [8, 642, 244, 656]
